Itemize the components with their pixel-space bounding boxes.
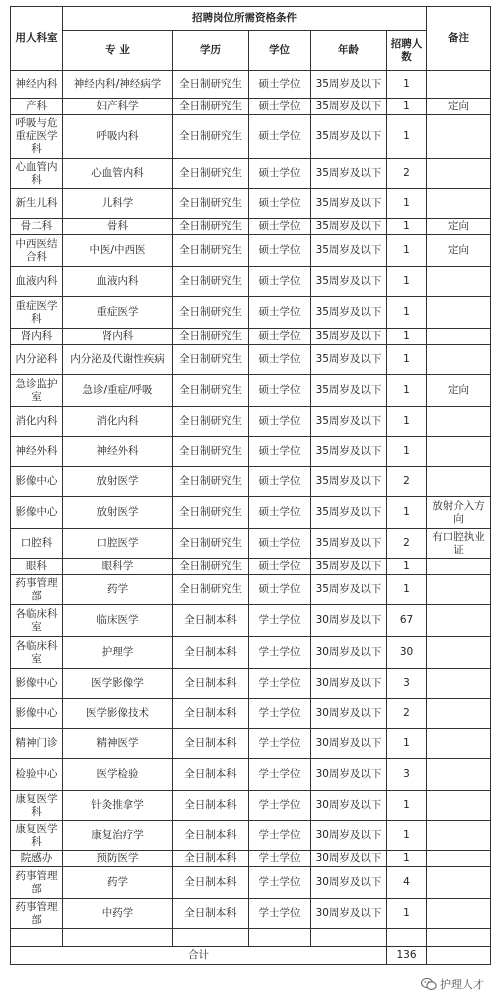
cell-note: [427, 159, 491, 189]
cell-major: 重症医学: [63, 297, 173, 329]
header-dept: 用人科室: [11, 7, 63, 71]
cell-education: 全日制研究生: [173, 345, 249, 375]
cell-count: 1: [387, 407, 427, 437]
table-row: [11, 467, 491, 497]
cell-age: 35周岁及以下: [311, 497, 387, 529]
table-row: [11, 437, 491, 467]
cell-age: 30周岁及以下: [311, 867, 387, 899]
cell-education: 全日制本科: [173, 699, 249, 729]
header-degree: 学位: [249, 31, 311, 71]
cell-note: [427, 851, 491, 867]
cell-note: [427, 637, 491, 669]
cell-count: 3: [387, 759, 427, 791]
cell-major: 眼科学: [63, 559, 173, 575]
cell-count: 1: [387, 729, 427, 759]
cell-education: [173, 929, 249, 947]
cell-count: 67: [387, 605, 427, 637]
cell-note: [427, 267, 491, 297]
cell-dept: 各临床科室: [11, 637, 63, 669]
cell-degree: 硕士学位: [249, 467, 311, 497]
cell-education: 全日制研究生: [173, 71, 249, 99]
cell-major: 急诊/重症/呼吸: [63, 375, 173, 407]
cell-note: [427, 699, 491, 729]
cell-note: [427, 669, 491, 699]
cell-count: 2: [387, 159, 427, 189]
cell-age: 35周岁及以下: [311, 375, 387, 407]
table-row: [11, 729, 491, 759]
cell-note: [427, 575, 491, 605]
cell-major: 放射医学: [63, 497, 173, 529]
cell-note: [427, 407, 491, 437]
cell-major: 妇产科学: [63, 99, 173, 115]
cell-count: 1: [387, 345, 427, 375]
watermark-text: 护理人才: [440, 978, 484, 991]
header-education: 学历: [173, 31, 249, 71]
cell-education: 全日制研究生: [173, 575, 249, 605]
cell-count: 2: [387, 529, 427, 559]
cell-major: 呼吸内科: [63, 115, 173, 159]
total-remark: [427, 947, 491, 965]
cell-count: 1: [387, 821, 427, 851]
cell-education: 全日制研究生: [173, 189, 249, 219]
table-body: [11, 71, 491, 947]
cell-age: 35周岁及以下: [311, 407, 387, 437]
table-row: [11, 375, 491, 407]
cell-dept: [11, 929, 63, 947]
cell-count: 1: [387, 297, 427, 329]
cell-note: [427, 345, 491, 375]
cell-note: 定向: [427, 235, 491, 267]
cell-major: 内分泌及代谢性疾病: [63, 345, 173, 375]
table-row: [11, 851, 491, 867]
cell-note: [427, 759, 491, 791]
cell-note: 定向: [427, 375, 491, 407]
cell-dept: 重症医学科: [11, 297, 63, 329]
cell-education: 全日制研究生: [173, 219, 249, 235]
cell-degree: 学士学位: [249, 669, 311, 699]
cell-count: 1: [387, 189, 427, 219]
cell-degree: 学士学位: [249, 605, 311, 637]
cell-note: [427, 729, 491, 759]
cell-major: 中药学: [63, 899, 173, 929]
cell-degree: 学士学位: [249, 821, 311, 851]
cell-age: 35周岁及以下: [311, 437, 387, 467]
cell-age: 30周岁及以下: [311, 759, 387, 791]
cell-count: 1: [387, 575, 427, 605]
cell-major: 骨科: [63, 219, 173, 235]
cell-major: 口腔医学: [63, 529, 173, 559]
cell-degree: 学士学位: [249, 759, 311, 791]
cell-dept: 神经内科: [11, 71, 63, 99]
cell-major: 护理学: [63, 637, 173, 669]
cell-note: [427, 297, 491, 329]
cell-age: 30周岁及以下: [311, 699, 387, 729]
cell-major: 儿科学: [63, 189, 173, 219]
cell-dept: 中西医结合科: [11, 235, 63, 267]
cell-degree: 硕士学位: [249, 437, 311, 467]
cell-age: 30周岁及以下: [311, 729, 387, 759]
cell-count: 1: [387, 71, 427, 99]
cell-education: 全日制研究生: [173, 375, 249, 407]
cell-dept: 药事管理部: [11, 575, 63, 605]
cell-degree: 硕士学位: [249, 375, 311, 407]
cell-age: 35周岁及以下: [311, 467, 387, 497]
cell-age: 35周岁及以下: [311, 115, 387, 159]
cell-major: 医学检验: [63, 759, 173, 791]
cell-count: 1: [387, 99, 427, 115]
table-row: [11, 929, 491, 947]
header-major: 专 业: [63, 31, 173, 71]
cell-dept: 内分泌科: [11, 345, 63, 375]
cell-education: 全日制本科: [173, 899, 249, 929]
cell-degree: 学士学位: [249, 851, 311, 867]
cell-dept: 康复医学科: [11, 791, 63, 821]
cell-degree: 学士学位: [249, 791, 311, 821]
header-remark: 备注: [427, 7, 491, 71]
cell-degree: 硕士学位: [249, 189, 311, 219]
table-row: [11, 759, 491, 791]
header-count: 招聘人数: [387, 31, 427, 71]
cell-education: 全日制研究生: [173, 437, 249, 467]
cell-dept: 眼科: [11, 559, 63, 575]
cell-dept: 口腔科: [11, 529, 63, 559]
cell-note: [427, 929, 491, 947]
total-label: 合计: [11, 947, 387, 965]
cell-note: [427, 605, 491, 637]
cell-degree: 学士学位: [249, 899, 311, 929]
cell-degree: 学士学位: [249, 867, 311, 899]
table-row: [11, 699, 491, 729]
cell-major: 医学影像学: [63, 669, 173, 699]
cell-degree: 硕士学位: [249, 219, 311, 235]
cell-age: 30周岁及以下: [311, 851, 387, 867]
cell-note: [427, 899, 491, 929]
table-row: [11, 605, 491, 637]
table-row: [11, 189, 491, 219]
cell-note: [427, 467, 491, 497]
cell-count: [387, 929, 427, 947]
cell-age: [311, 929, 387, 947]
cell-major: 放射医学: [63, 467, 173, 497]
cell-dept: 影像中心: [11, 699, 63, 729]
cell-major: 神经外科: [63, 437, 173, 467]
cell-dept: 检验中心: [11, 759, 63, 791]
cell-education: 全日制本科: [173, 637, 249, 669]
cell-education: 全日制本科: [173, 851, 249, 867]
cell-degree: 硕士学位: [249, 159, 311, 189]
cell-education: 全日制研究生: [173, 329, 249, 345]
cell-dept: 急诊监护室: [11, 375, 63, 407]
cell-age: 30周岁及以下: [311, 791, 387, 821]
cell-count: 1: [387, 851, 427, 867]
cell-major: 药学: [63, 867, 173, 899]
cell-degree: 硕士学位: [249, 99, 311, 115]
cell-major: 消化内科: [63, 407, 173, 437]
table-row: [11, 867, 491, 899]
cell-dept: 新生儿科: [11, 189, 63, 219]
table-row: [11, 899, 491, 929]
table-row: [11, 497, 491, 529]
cell-dept: 血液内科: [11, 267, 63, 297]
cell-note: [427, 821, 491, 851]
cell-education: 全日制研究生: [173, 467, 249, 497]
cell-dept: 影像中心: [11, 467, 63, 497]
cell-degree: 硕士学位: [249, 297, 311, 329]
cell-education: 全日制研究生: [173, 267, 249, 297]
cell-note: 定向: [427, 99, 491, 115]
cell-degree: 硕士学位: [249, 575, 311, 605]
cell-education: 全日制研究生: [173, 235, 249, 267]
cell-education: 全日制本科: [173, 729, 249, 759]
table-row: [11, 575, 491, 605]
table-row: [11, 559, 491, 575]
cell-count: 1: [387, 219, 427, 235]
cell-major: [63, 929, 173, 947]
cell-education: 全日制本科: [173, 759, 249, 791]
total-row: [11, 947, 491, 965]
cell-age: 30周岁及以下: [311, 605, 387, 637]
cell-major: 血液内科: [63, 267, 173, 297]
total-count: 136: [387, 947, 427, 965]
cell-education: 全日制研究生: [173, 497, 249, 529]
cell-major: 中医/中西医: [63, 235, 173, 267]
table-row: [11, 529, 491, 559]
cell-dept: 影像中心: [11, 497, 63, 529]
cell-age: 35周岁及以下: [311, 345, 387, 375]
cell-degree: 学士学位: [249, 729, 311, 759]
table-row: [11, 329, 491, 345]
cell-dept: 神经外科: [11, 437, 63, 467]
wechat-icon: [421, 977, 437, 991]
cell-age: 35周岁及以下: [311, 529, 387, 559]
table-row: [11, 159, 491, 189]
cell-age: 30周岁及以下: [311, 637, 387, 669]
cell-note: 放射介入方向: [427, 497, 491, 529]
cell-education: 全日制本科: [173, 669, 249, 699]
table-row: [11, 71, 491, 99]
cell-count: 30: [387, 637, 427, 669]
cell-education: 全日制研究生: [173, 407, 249, 437]
cell-count: 1: [387, 267, 427, 297]
cell-age: 35周岁及以下: [311, 575, 387, 605]
cell-count: 1: [387, 375, 427, 407]
cell-major: 肾内科: [63, 329, 173, 345]
cell-education: 全日制研究生: [173, 99, 249, 115]
cell-major: 精神医学: [63, 729, 173, 759]
cell-note: [427, 189, 491, 219]
table-row: [11, 219, 491, 235]
header-qualifications: 招聘岗位所需资格条件: [63, 7, 427, 31]
cell-dept: 消化内科: [11, 407, 63, 437]
cell-note: [427, 437, 491, 467]
cell-count: 1: [387, 115, 427, 159]
cell-degree: 硕士学位: [249, 71, 311, 99]
cell-note: [427, 867, 491, 899]
table-row: [11, 821, 491, 851]
cell-dept: 呼吸与危重症医学科: [11, 115, 63, 159]
cell-education: 全日制本科: [173, 605, 249, 637]
cell-education: 全日制研究生: [173, 297, 249, 329]
cell-age: 30周岁及以下: [311, 669, 387, 699]
cell-count: 1: [387, 329, 427, 345]
table-row: [11, 637, 491, 669]
table-row: [11, 297, 491, 329]
cell-count: 1: [387, 559, 427, 575]
cell-dept: 产科: [11, 99, 63, 115]
cell-major: 针灸推拿学: [63, 791, 173, 821]
cell-count: 1: [387, 899, 427, 929]
cell-age: 35周岁及以下: [311, 235, 387, 267]
table-row: [11, 407, 491, 437]
cell-count: 1: [387, 235, 427, 267]
cell-count: 1: [387, 497, 427, 529]
cell-note: [427, 71, 491, 99]
cell-degree: 硕士学位: [249, 267, 311, 297]
cell-age: 35周岁及以下: [311, 297, 387, 329]
table-row: [11, 115, 491, 159]
cell-note: [427, 329, 491, 345]
cell-education: 全日制本科: [173, 791, 249, 821]
cell-age: 35周岁及以下: [311, 219, 387, 235]
cell-age: 30周岁及以下: [311, 899, 387, 929]
cell-count: 1: [387, 791, 427, 821]
cell-major: 医学影像技术: [63, 699, 173, 729]
table-row: [11, 669, 491, 699]
cell-count: 1: [387, 437, 427, 467]
cell-major: 预防医学: [63, 851, 173, 867]
cell-degree: 硕士学位: [249, 497, 311, 529]
cell-note: 有口腔执业证: [427, 529, 491, 559]
cell-age: 35周岁及以下: [311, 71, 387, 99]
cell-degree: [249, 929, 311, 947]
cell-degree: 硕士学位: [249, 329, 311, 345]
cell-note: [427, 559, 491, 575]
table-row: [11, 99, 491, 115]
header-age: 年龄: [311, 31, 387, 71]
cell-education: 全日制本科: [173, 821, 249, 851]
cell-dept: 药事管理部: [11, 867, 63, 899]
cell-degree: 硕士学位: [249, 345, 311, 375]
cell-degree: 硕士学位: [249, 559, 311, 575]
table-row: [11, 235, 491, 267]
cell-dept: 康复医学科: [11, 821, 63, 851]
recruitment-table-sheet: [10, 6, 490, 1000]
cell-degree: 硕士学位: [249, 235, 311, 267]
cell-degree: 硕士学位: [249, 115, 311, 159]
cell-age: 35周岁及以下: [311, 189, 387, 219]
cell-dept: 精神门诊: [11, 729, 63, 759]
cell-dept: 骨二科: [11, 219, 63, 235]
recruitment-table: [10, 6, 491, 965]
cell-dept: 院感办: [11, 851, 63, 867]
cell-count: 2: [387, 467, 427, 497]
cell-note: 定向: [427, 219, 491, 235]
cell-major: 临床医学: [63, 605, 173, 637]
cell-count: 2: [387, 699, 427, 729]
cell-age: 35周岁及以下: [311, 559, 387, 575]
cell-dept: 肾内科: [11, 329, 63, 345]
cell-major: 康复治疗学: [63, 821, 173, 851]
cell-dept: 药事管理部: [11, 899, 63, 929]
cell-dept: 心血管内科: [11, 159, 63, 189]
cell-count: 4: [387, 867, 427, 899]
cell-note: [427, 791, 491, 821]
cell-degree: 学士学位: [249, 637, 311, 669]
cell-count: 3: [387, 669, 427, 699]
cell-age: 35周岁及以下: [311, 159, 387, 189]
cell-age: 35周岁及以下: [311, 267, 387, 297]
cell-education: 全日制研究生: [173, 529, 249, 559]
table-row: [11, 345, 491, 375]
cell-age: 30周岁及以下: [311, 821, 387, 851]
cell-education: 全日制研究生: [173, 159, 249, 189]
cell-degree: 硕士学位: [249, 529, 311, 559]
cell-degree: 学士学位: [249, 699, 311, 729]
header-row-1: [11, 7, 491, 31]
cell-education: 全日制研究生: [173, 559, 249, 575]
cell-education: 全日制研究生: [173, 115, 249, 159]
cell-dept: 各临床科室: [11, 605, 63, 637]
cell-major: 药学: [63, 575, 173, 605]
table-row: [11, 267, 491, 297]
header-row-2: [11, 31, 491, 71]
cell-degree: 硕士学位: [249, 407, 311, 437]
cell-dept: 影像中心: [11, 669, 63, 699]
cell-age: 35周岁及以下: [311, 99, 387, 115]
cell-education: 全日制本科: [173, 867, 249, 899]
cell-major: 神经内科/神经病学: [63, 71, 173, 99]
cell-note: [427, 115, 491, 159]
cell-major: 心血管内科: [63, 159, 173, 189]
cell-age: 35周岁及以下: [311, 329, 387, 345]
table-row: [11, 791, 491, 821]
watermark: [419, 976, 486, 992]
